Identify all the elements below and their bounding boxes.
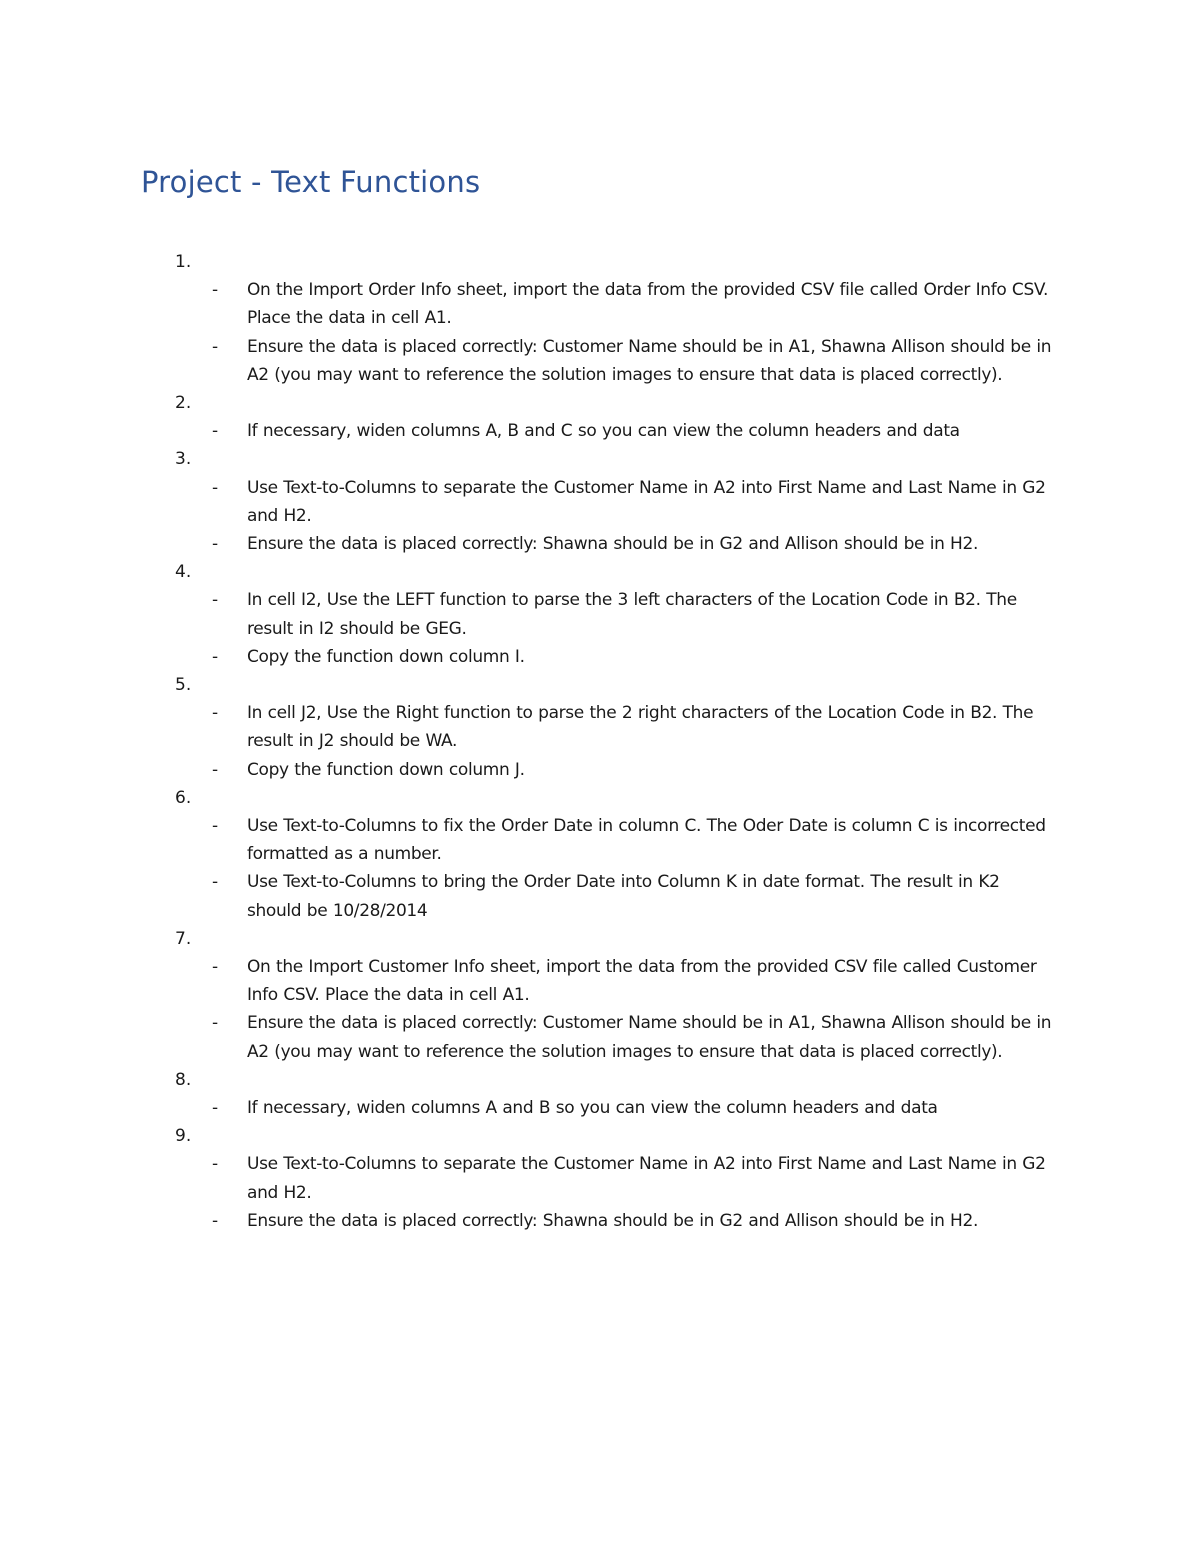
bullet-item <box>0 812 1057 868</box>
dash-bullet-icon: - <box>212 646 218 667</box>
bullet-list <box>0 276 1200 389</box>
bullet-text: In cell J2, Use the Right function to parse the 2 right characters of the Location Code in B2. The result in J2 should be WA. <box>247 703 1034 752</box>
bullet-text: Ensure the data is placed correctly: Shawna should be in G2 and Allison should be in H2. <box>247 1210 979 1231</box>
bullet-item <box>0 276 1057 332</box>
step-number: 5. <box>175 674 192 695</box>
step-number: 9. <box>175 1126 192 1147</box>
bullet-item <box>0 1009 1057 1065</box>
step-number: 4. <box>175 562 192 583</box>
step-number: 1. <box>175 252 192 272</box>
bullet-item <box>0 868 1057 924</box>
list-item <box>0 671 1200 784</box>
dash-bullet-icon: - <box>212 956 218 977</box>
bullet-item <box>0 953 1057 1009</box>
bullet-list <box>0 474 1200 559</box>
list-item <box>0 925 1200 1066</box>
list-item <box>0 558 1200 671</box>
list-item <box>0 248 1200 389</box>
bullet-text: Use Text-to-Columns to bring the Order Date into Column K in date format. The result in K2 should be 10/28/2014 <box>247 872 1000 921</box>
dash-bullet-icon: - <box>212 815 218 836</box>
bullet-text: In cell I2, Use the LEFT function to parse the 3 left characters of the Location Code in B2. The result in I2 should be GEG. <box>247 590 1017 639</box>
dash-bullet-icon: - <box>212 280 218 301</box>
dash-bullet-icon: - <box>212 1154 218 1175</box>
bullet-item <box>0 1094 1057 1122</box>
bullet-list <box>0 953 1200 1066</box>
dash-bullet-icon: - <box>212 1013 218 1034</box>
step-number: 2. <box>175 393 192 413</box>
dash-bullet-icon: - <box>212 1097 218 1118</box>
bullet-item <box>0 333 1057 389</box>
bullet-item <box>0 417 1057 445</box>
bullet-text: Use Text-to-Columns to fix the Order Date in column C. The Oder Date is column C is incorrected formatted as a number. <box>247 815 1046 865</box>
dash-bullet-icon: - <box>212 336 218 357</box>
instruction-list <box>0 248 1200 1235</box>
bullet-text: Ensure the data is placed correctly: Customer Name should be in A1, Shawna Allison should be in A2 (you may want to reference the solution images to ensure that data is placed correctly). <box>247 1013 1052 1062</box>
bullet-list <box>0 699 1200 784</box>
bullet-text: Copy the function down column I. <box>247 646 525 667</box>
dash-bullet-icon: - <box>212 533 218 554</box>
bullet-item <box>0 699 1057 755</box>
list-item <box>0 784 1200 925</box>
list-item <box>0 445 1200 558</box>
bullet-item <box>0 1207 1057 1235</box>
bullet-text: Use Text-to-Columns to separate the Customer Name in A2 into First Name and Last Name in G2 and H2. <box>247 1154 1046 1203</box>
bullet-text: If necessary, widen columns A and B so you can view the column headers and data <box>247 1097 938 1118</box>
bullet-text: Use Text-to-Columns to separate the Customer Name in A2 into First Name and Last Name in G2 and H2. <box>247 477 1046 526</box>
dash-bullet-icon: - <box>212 1210 218 1231</box>
dash-bullet-icon: - <box>212 703 218 724</box>
dash-bullet-icon: - <box>212 477 218 498</box>
bullet-item <box>0 474 1057 530</box>
bullet-item <box>0 1150 1057 1206</box>
step-number: 7. <box>175 928 192 949</box>
bullet-list <box>0 1150 1200 1235</box>
list-item <box>0 1066 1200 1122</box>
dash-bullet-icon: - <box>212 759 218 780</box>
bullet-item <box>0 756 1057 784</box>
bullet-list <box>0 1094 1200 1122</box>
list-item <box>0 1122 1200 1235</box>
bullet-item <box>0 586 1057 642</box>
bullet-text: Ensure the data is placed correctly: Shawna should be in G2 and Allison should be in H2. <box>247 533 979 554</box>
dash-bullet-icon: - <box>212 872 218 893</box>
list-item <box>0 389 1200 445</box>
bullet-item <box>0 643 1057 671</box>
bullet-item <box>0 530 1057 558</box>
step-number: 3. <box>175 449 192 470</box>
bullet-text: Copy the function down column J. <box>247 759 525 780</box>
page-title: Project - Text Functions <box>141 165 481 199</box>
step-number: 8. <box>175 1069 192 1090</box>
bullet-text: Ensure the data is placed correctly: Customer Name should be in A1, Shawna Allison should be in A2 (you may want to reference the solution images to ensure that data is placed correctly). <box>247 336 1052 385</box>
dash-bullet-icon: - <box>212 421 218 442</box>
bullet-list <box>0 812 1200 925</box>
bullet-text: On the Import Order Info sheet, import the data from the provided CSV file called Order Info CSV. Place the data in cell A1. <box>247 280 1049 329</box>
bullet-text: On the Import Customer Info sheet, import the data from the provided CSV file called Customer Info CSV. Place the data in cell A1. <box>247 956 1037 1006</box>
step-number: 6. <box>175 787 192 808</box>
dash-bullet-icon: - <box>212 590 218 611</box>
bullet-list <box>0 586 1200 671</box>
bullet-list <box>0 417 1200 445</box>
bullet-text: If necessary, widen columns A, B and C so you can view the column headers and data <box>247 421 960 442</box>
